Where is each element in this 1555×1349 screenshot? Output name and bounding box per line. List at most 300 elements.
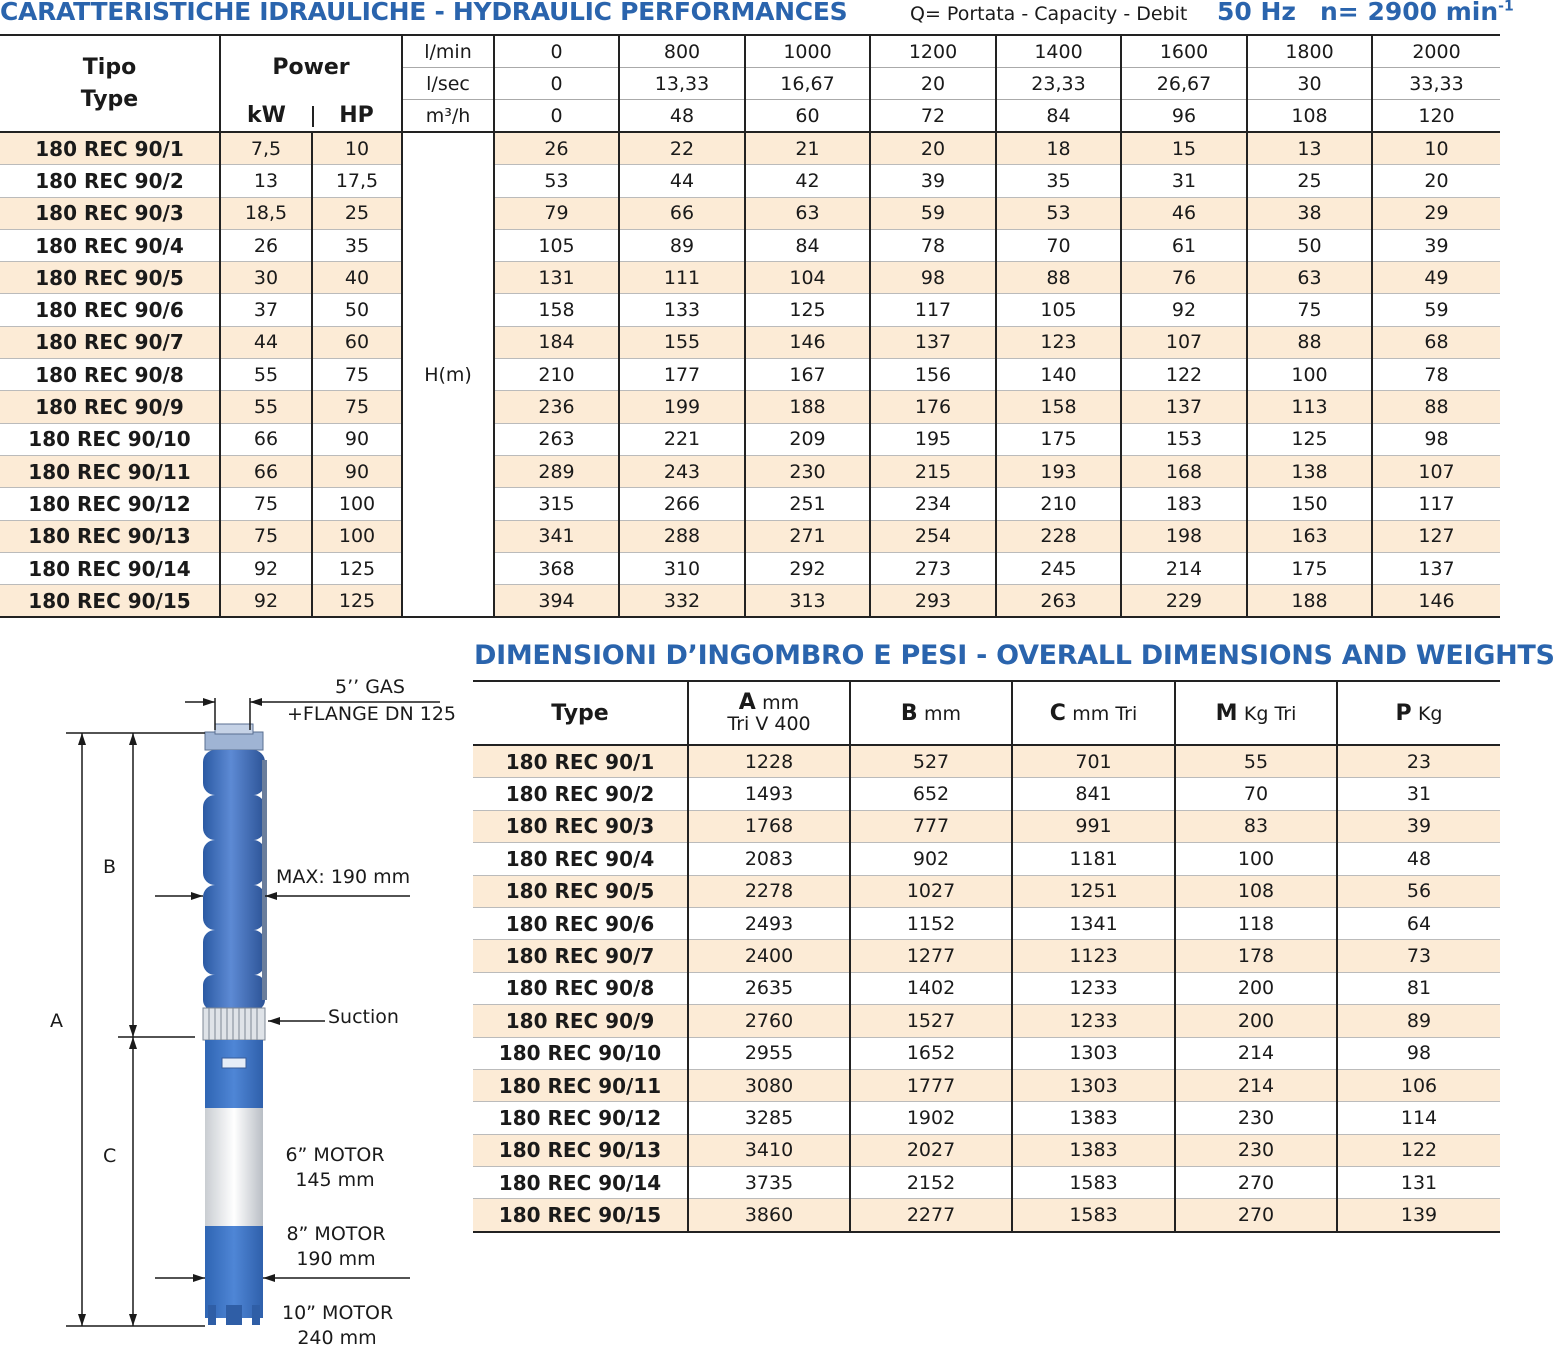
head-cell: 146 (1372, 585, 1500, 618)
model-cell: 180 REC 90/5 (0, 262, 220, 294)
head-cell: 137 (1372, 552, 1500, 584)
head-cell: 21 (745, 132, 870, 165)
kw-cell: 55 (220, 391, 312, 423)
frequency-label: 50 Hz (1217, 0, 1296, 26)
b-cell: 2027 (850, 1134, 1012, 1166)
m-cell: 230 (1175, 1102, 1337, 1134)
head-cell: 221 (619, 423, 745, 455)
gas-label: 5’’ GAS (335, 676, 405, 698)
hp-cell: 35 (312, 229, 402, 261)
hp-cell: 75 (312, 359, 402, 391)
motor8-label (281, 1223, 391, 1270)
tipo-type-header (0, 35, 220, 132)
suction-label: Suction (328, 1006, 399, 1028)
flow-cell: 60 (745, 100, 870, 133)
c-cell: 1383 (1012, 1134, 1175, 1166)
head-cell: 131 (494, 262, 619, 294)
hp-cell: 100 (312, 488, 402, 520)
flow-cell: 0 (494, 100, 619, 133)
m-cell: 214 (1175, 1037, 1337, 1069)
head-cell: 137 (870, 326, 996, 358)
model-cell: 180 REC 90/3 (0, 197, 220, 229)
c-cell: 1233 (1012, 972, 1175, 1004)
head-cell: 266 (619, 488, 745, 520)
head-cell: 315 (494, 488, 619, 520)
c-cell: 1123 (1012, 940, 1175, 972)
performance-row (0, 262, 1500, 294)
model-cell: 180 REC 90/12 (0, 488, 220, 520)
dimension-row (473, 1199, 1500, 1232)
flow-cell: 48 (619, 100, 745, 133)
head-cell: 117 (1372, 488, 1500, 520)
head-cell: 88 (1372, 391, 1500, 423)
head-cell: 156 (870, 359, 996, 391)
b-cell: 527 (850, 745, 1012, 778)
max-diameter-label: MAX: 190 mm (276, 866, 411, 888)
dimension-row (473, 940, 1500, 972)
head-cell: 168 (1121, 455, 1247, 487)
model-cell: 180 REC 90/12 (473, 1102, 688, 1134)
p-cell: 64 (1337, 907, 1500, 939)
head-cell: 107 (1121, 326, 1247, 358)
head-cell: 98 (1372, 423, 1500, 455)
c-cell: 1341 (1012, 907, 1175, 939)
head-cell: 289 (494, 455, 619, 487)
head-cell: 13 (1247, 132, 1372, 165)
motor8-size: 190 mm (296, 1248, 376, 1270)
m-cell: 200 (1175, 972, 1337, 1004)
head-cell: 35 (996, 165, 1121, 197)
head-cell: 140 (996, 359, 1121, 391)
outlet-flange (205, 732, 263, 750)
b-cell: 1027 (850, 875, 1012, 907)
model-cell: 180 REC 90/5 (473, 875, 688, 907)
dimension-a-label: A (50, 1010, 63, 1032)
col-m-letter: M (1215, 700, 1238, 726)
model-cell: 180 REC 90/8 (473, 972, 688, 1004)
head-cell: 288 (619, 520, 745, 552)
head-cell: 394 (494, 585, 619, 618)
flow-cell: 1200 (870, 35, 996, 68)
flow-cell: 1600 (1121, 35, 1247, 68)
c-cell: 841 (1012, 778, 1175, 810)
head-cell: 368 (494, 552, 619, 584)
model-cell: 180 REC 90/2 (0, 165, 220, 197)
head-cell: 215 (870, 455, 996, 487)
model-cell: 180 REC 90/10 (473, 1037, 688, 1069)
head-cell: 127 (1372, 520, 1500, 552)
head-cell: 10 (1372, 132, 1500, 165)
motor6-name: 6” MOTOR (285, 1144, 385, 1166)
head-cell: 38 (1247, 197, 1372, 229)
m-cell: 55 (1175, 745, 1337, 778)
p-cell: 73 (1337, 940, 1500, 972)
motor10-size: 240 mm (297, 1327, 377, 1349)
p-cell: 81 (1337, 972, 1500, 1004)
m-cell: 70 (1175, 778, 1337, 810)
flow-cell: 30 (1247, 68, 1372, 100)
kw-cell: 92 (220, 552, 312, 584)
performance-row (0, 326, 1500, 358)
model-cell: 180 REC 90/9 (0, 391, 220, 423)
head-cell: 89 (619, 229, 745, 261)
p-cell: 23 (1337, 745, 1500, 778)
head-cell: 49 (1372, 262, 1500, 294)
model-cell: 180 REC 90/1 (0, 132, 220, 165)
head-cell: 15 (1121, 132, 1247, 165)
hp-cell: 100 (312, 520, 402, 552)
head-cell: 107 (1372, 455, 1500, 487)
col-b-letter: B (900, 700, 918, 726)
head-cell: 105 (494, 229, 619, 261)
kw-cell: 75 (220, 488, 312, 520)
col-a-sub: Tri V 400 (727, 712, 811, 735)
head-cell: 263 (494, 423, 619, 455)
head-cell: 175 (996, 423, 1121, 455)
performance-row (0, 132, 1500, 165)
model-cell: 180 REC 90/3 (473, 810, 688, 842)
performance-row (0, 585, 1500, 618)
head-cell: 195 (870, 423, 996, 455)
head-cell: 230 (745, 455, 870, 487)
m-cell: 108 (1175, 875, 1337, 907)
head-cell: 59 (1372, 294, 1500, 326)
head-cell: 245 (996, 552, 1121, 584)
hp-cell: 125 (312, 585, 402, 618)
outlet-top (215, 724, 253, 734)
p-cell: 56 (1337, 875, 1500, 907)
col-c-letter: C (1049, 700, 1066, 726)
p-cell: 31 (1337, 778, 1500, 810)
head-cell: 63 (1247, 262, 1372, 294)
head-cell: 104 (745, 262, 870, 294)
model-cell: 180 REC 90/1 (473, 745, 688, 778)
head-cell: 254 (870, 520, 996, 552)
head-cell: 177 (619, 359, 745, 391)
m-cell: 270 (1175, 1167, 1337, 1199)
flow-cell: 13,33 (619, 68, 745, 100)
dimension-row (473, 1037, 1500, 1069)
c-cell: 1181 (1012, 843, 1175, 875)
head-cell: 79 (494, 197, 619, 229)
c-cell: 991 (1012, 810, 1175, 842)
head-cell: 50 (1247, 229, 1372, 261)
model-cell: 180 REC 90/14 (473, 1167, 688, 1199)
head-cell: 209 (745, 423, 870, 455)
head-cell: 113 (1247, 391, 1372, 423)
head-cell: 100 (1247, 359, 1372, 391)
model-cell: 180 REC 90/6 (0, 294, 220, 326)
head-cell: 292 (745, 552, 870, 584)
capacity-note: Q= Portata - Capacity - Debit (910, 3, 1188, 25)
head-cell: 188 (1247, 585, 1372, 618)
head-unit-label: H(m) (402, 132, 494, 617)
col-a-header (688, 681, 850, 745)
a-cell: 1768 (688, 810, 850, 842)
head-cell: 20 (1372, 165, 1500, 197)
head-cell: 125 (1247, 423, 1372, 455)
col-m-unit: Kg Tri (1243, 702, 1297, 725)
flow-cell: 2000 (1372, 35, 1500, 68)
head-cell: 163 (1247, 520, 1372, 552)
performance-row (0, 229, 1500, 261)
model-cell: 180 REC 90/11 (473, 1069, 688, 1101)
model-cell: 180 REC 90/7 (473, 940, 688, 972)
kw-cell: 30 (220, 262, 312, 294)
head-cell: 39 (1372, 229, 1500, 261)
performance-row (0, 165, 1500, 197)
pump-drawing (0, 640, 470, 1347)
hp-cell: 90 (312, 455, 402, 487)
dimension-row (473, 907, 1500, 939)
flow-cell: 33,33 (1372, 68, 1500, 100)
flow-cell: 120 (1372, 100, 1500, 133)
motor-body (205, 1040, 263, 1325)
performance-row (0, 520, 1500, 552)
flow-cell: 1000 (745, 35, 870, 68)
col-a-letter: A (738, 689, 756, 715)
head-cell: 66 (619, 197, 745, 229)
performance-row (0, 391, 1500, 423)
flow-cell: 84 (996, 100, 1121, 133)
b-cell: 652 (850, 778, 1012, 810)
hp-cell: 60 (312, 326, 402, 358)
a-cell: 1228 (688, 745, 850, 778)
kw-cell: 13 (220, 165, 312, 197)
m-cell: 100 (1175, 843, 1337, 875)
a-cell: 3285 (688, 1102, 850, 1134)
head-cell: 199 (619, 391, 745, 423)
head-cell: 263 (996, 585, 1121, 618)
a-cell: 2400 (688, 940, 850, 972)
col-a-unit: mm (762, 691, 800, 714)
head-cell: 25 (1247, 165, 1372, 197)
m-cell: 270 (1175, 1199, 1337, 1232)
col-p-unit: Kg (1417, 702, 1443, 725)
hp-cell: 125 (312, 552, 402, 584)
dimension-row (473, 875, 1500, 907)
motor6-label (280, 1144, 390, 1191)
motor8-name: 8” MOTOR (286, 1223, 386, 1245)
page-header (0, 0, 1514, 32)
p-cell: 122 (1337, 1134, 1500, 1166)
kw-cell: 44 (220, 326, 312, 358)
head-cell: 78 (870, 229, 996, 261)
head-cell: 210 (996, 488, 1121, 520)
performance-row (0, 359, 1500, 391)
flow-cell: 1400 (996, 35, 1121, 68)
dimension-row (473, 1167, 1500, 1199)
b-cell: 1277 (850, 940, 1012, 972)
model-cell: 180 REC 90/6 (473, 907, 688, 939)
dimensions-table (473, 680, 1500, 1233)
flange-label: +FLANGE DN 125 (287, 703, 456, 725)
head-cell: 98 (870, 262, 996, 294)
col-p-letter: P (1395, 700, 1412, 726)
hp-cell: 50 (312, 294, 402, 326)
a-cell: 2635 (688, 972, 850, 1004)
flow-cell: 800 (619, 35, 745, 68)
dimension-row (473, 1134, 1500, 1166)
head-cell: 22 (619, 132, 745, 165)
model-cell: 180 REC 90/15 (473, 1199, 688, 1232)
head-cell: 26 (494, 132, 619, 165)
head-cell: 53 (494, 165, 619, 197)
head-cell: 137 (1121, 391, 1247, 423)
motor10-name: 10” MOTOR (282, 1302, 394, 1324)
model-cell: 180 REC 90/4 (473, 843, 688, 875)
head-cell: 20 (870, 132, 996, 165)
m-cell: 83 (1175, 810, 1337, 842)
dimension-row (473, 972, 1500, 1004)
model-cell: 180 REC 90/8 (0, 359, 220, 391)
m-cell: 214 (1175, 1069, 1337, 1101)
p-cell: 106 (1337, 1069, 1500, 1101)
col-c-header (1012, 681, 1175, 745)
performance-row (0, 197, 1500, 229)
head-cell: 293 (870, 585, 996, 618)
type-header: Type (473, 681, 688, 745)
c-cell: 1303 (1012, 1037, 1175, 1069)
head-cell: 29 (1372, 197, 1500, 229)
model-cell: 180 REC 90/10 (0, 423, 220, 455)
performance-table (0, 34, 1500, 618)
hp-cell: 75 (312, 391, 402, 423)
b-cell: 1652 (850, 1037, 1012, 1069)
dimension-row (473, 745, 1500, 778)
head-cell: 332 (619, 585, 745, 618)
head-cell: 133 (619, 294, 745, 326)
col-m-header (1175, 681, 1337, 745)
head-cell: 184 (494, 326, 619, 358)
flow-cell: 26,67 (1121, 68, 1247, 100)
col-c-unit: mm Tri (1072, 702, 1138, 725)
flow-cell: 72 (870, 100, 996, 133)
head-cell: 158 (996, 391, 1121, 423)
head-cell: 138 (1247, 455, 1372, 487)
performance-row (0, 552, 1500, 584)
c-cell: 1233 (1012, 1005, 1175, 1037)
b-cell: 777 (850, 810, 1012, 842)
col-b-header (850, 681, 1012, 745)
head-cell: 31 (1121, 165, 1247, 197)
p-cell: 114 (1337, 1102, 1500, 1134)
head-cell: 167 (745, 359, 870, 391)
performance-body (0, 132, 1500, 617)
head-cell: 198 (1121, 520, 1247, 552)
head-cell: 251 (745, 488, 870, 520)
kw-cell: 66 (220, 455, 312, 487)
hp-cell: 10 (312, 132, 402, 165)
flow-unit-lsec: l/sec (402, 68, 494, 100)
head-cell: 158 (494, 294, 619, 326)
hp-cell: 90 (312, 423, 402, 455)
a-cell: 3860 (688, 1199, 850, 1232)
m-cell: 118 (1175, 907, 1337, 939)
head-cell: 42 (745, 165, 870, 197)
performance-row (0, 488, 1500, 520)
kw-cell: 66 (220, 423, 312, 455)
dimension-row (473, 778, 1500, 810)
flow-unit-m3h: m³/h (402, 100, 494, 133)
hp-header: HP (312, 100, 402, 133)
motor6-size: 145 mm (295, 1169, 375, 1191)
kw-cell: 7,5 (220, 132, 312, 165)
dimension-row (473, 1102, 1500, 1134)
head-cell: 214 (1121, 552, 1247, 584)
flow-cell: 96 (1121, 100, 1247, 133)
head-cell: 125 (745, 294, 870, 326)
performance-row (0, 455, 1500, 487)
performance-row (0, 423, 1500, 455)
head-cell: 78 (1372, 359, 1500, 391)
head-cell: 18 (996, 132, 1121, 165)
b-cell: 1152 (850, 907, 1012, 939)
head-cell: 84 (745, 229, 870, 261)
dimension-row (473, 843, 1500, 875)
tipo-label: Tipo (82, 54, 137, 80)
speed-value: n= 2900 min (1320, 0, 1499, 26)
flow-cell: 0 (494, 35, 619, 68)
dimension-c-label: C (103, 1145, 117, 1167)
head-cell: 111 (619, 262, 745, 294)
kw-cell: 37 (220, 294, 312, 326)
type-label: Type (80, 86, 139, 112)
head-cell: 193 (996, 455, 1121, 487)
head-cell: 92 (1121, 294, 1247, 326)
kw-cell: 92 (220, 585, 312, 618)
head-cell: 63 (745, 197, 870, 229)
head-cell: 68 (1372, 326, 1500, 358)
dimension-row (473, 810, 1500, 842)
head-cell: 150 (1247, 488, 1372, 520)
head-cell: 188 (745, 391, 870, 423)
hp-cell: 40 (312, 262, 402, 294)
motor10-label (282, 1302, 392, 1349)
p-cell: 48 (1337, 843, 1500, 875)
flow-unit-lmin: l/min (402, 35, 494, 68)
p-cell: 98 (1337, 1037, 1500, 1069)
flow-cell: 108 (1247, 100, 1372, 133)
a-cell: 3080 (688, 1069, 850, 1101)
hp-cell: 17,5 (312, 165, 402, 197)
model-cell: 180 REC 90/14 (0, 552, 220, 584)
model-cell: 180 REC 90/11 (0, 455, 220, 487)
power-header: Power (220, 35, 402, 100)
a-cell: 3735 (688, 1167, 850, 1199)
c-cell: 1251 (1012, 875, 1175, 907)
head-cell: 228 (996, 520, 1121, 552)
flow-cell: 16,67 (745, 68, 870, 100)
a-cell: 2083 (688, 843, 850, 875)
head-cell: 70 (996, 229, 1121, 261)
head-cell: 310 (619, 552, 745, 584)
head-cell: 271 (745, 520, 870, 552)
pump-diagram (0, 640, 470, 1347)
suction-grid (203, 1008, 265, 1040)
head-cell: 53 (996, 197, 1121, 229)
flow-cell: 0 (494, 68, 619, 100)
c-cell: 1583 (1012, 1199, 1175, 1232)
head-cell: 75 (1247, 294, 1372, 326)
a-cell: 2278 (688, 875, 850, 907)
flow-cell: 20 (870, 68, 996, 100)
head-cell: 175 (1247, 552, 1372, 584)
flow-cell: 23,33 (996, 68, 1121, 100)
kw-header: kW (220, 100, 312, 133)
b-cell: 1527 (850, 1005, 1012, 1037)
c-cell: 1583 (1012, 1167, 1175, 1199)
